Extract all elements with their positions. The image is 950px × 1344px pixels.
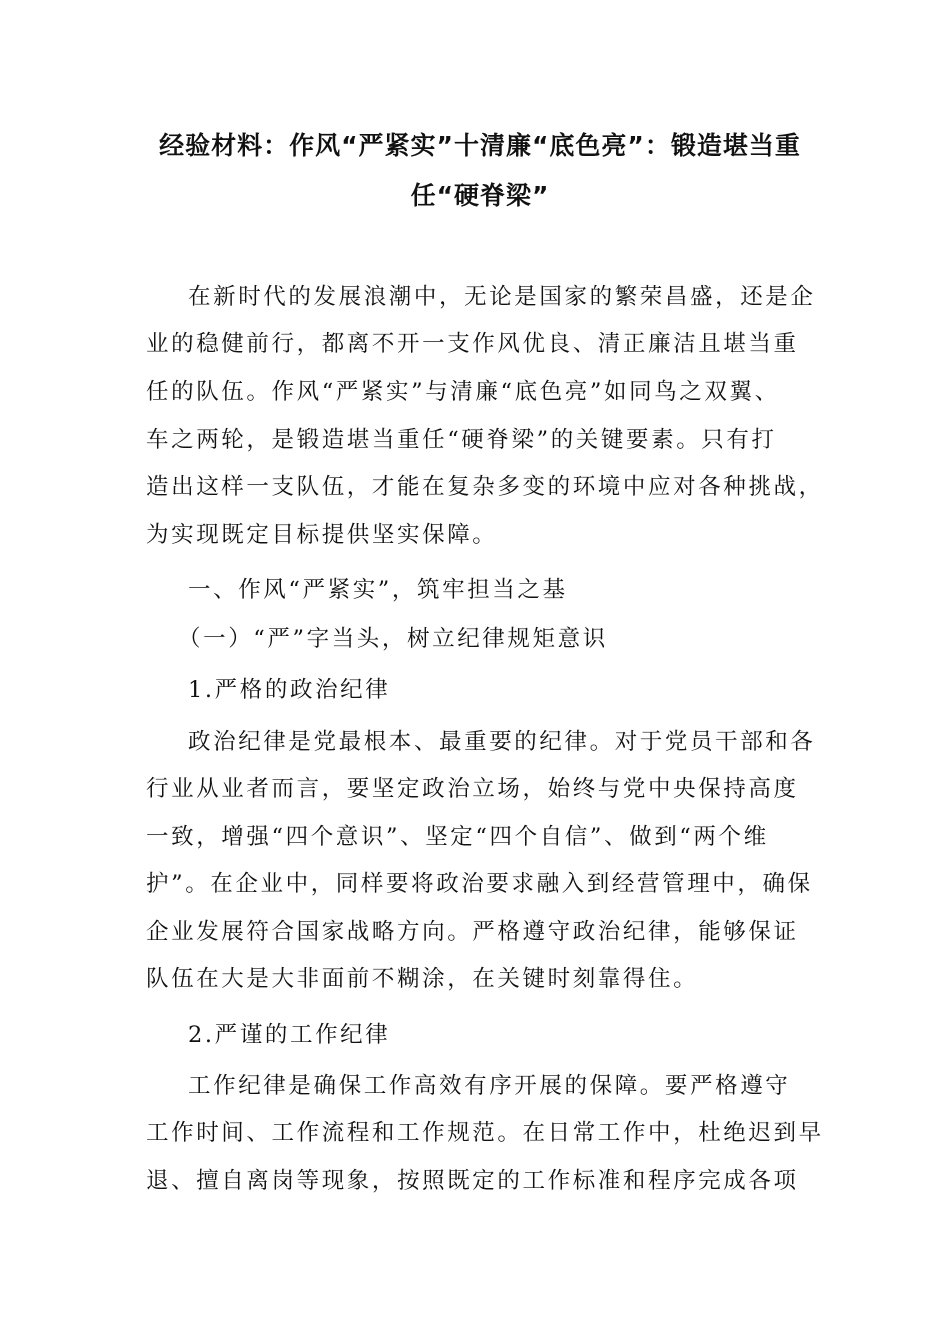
- subsection-heading: （一）“严”字当头，树立纪律规矩意识: [178, 626, 608, 652]
- paragraph-line: 车之两轮，是锻造堪当重任“硬脊梁”的关键要素。只有打: [146, 427, 777, 453]
- document-title-line-1: 经验材料：作风“严紧实”十清廉“底色亮”：锻造堪当重: [159, 131, 801, 160]
- paragraph-line: 工作纪律是确保工作高效有序开展的保障。要严格遵守: [188, 1073, 791, 1099]
- paragraph-line: 任的队伍。作风“严紧实”与清廉“底色亮”如同鸟之双翼、: [146, 379, 780, 405]
- document-title-line-2: 任“硬脊梁”: [410, 181, 550, 210]
- paragraph-line: 一致，增强“四个意识”、坚定“四个自信”、做到“两个维: [146, 824, 769, 850]
- paragraph-line: 退、擅自离岗等现象，按照既定的工作标准和程序完成各项: [146, 1168, 799, 1194]
- paragraph-line: 造出这样一支队伍，才能在复杂多变的环境中应对各种挑战，: [146, 474, 824, 500]
- paragraph-line: 政治纪律是党最根本、最重要的纪律。对于党员干部和各: [188, 729, 816, 755]
- item-heading: 2.严谨的工作纪律: [188, 1022, 391, 1048]
- section-heading: 一、作风“严紧实”，筑牢担当之基: [188, 577, 568, 603]
- paragraph-line: 工作时间、工作流程和工作规范。在日常工作中，杜绝迟到早: [146, 1120, 824, 1146]
- paragraph-line: 护”。在企业中，同样要将政治要求融入到经营管理中，确保: [146, 871, 813, 897]
- paragraph-line: 为实现既定目标提供坚实保障。: [146, 522, 498, 548]
- paragraph-line: 在新时代的发展浪潮中，无论是国家的繁荣昌盛，还是企: [188, 284, 816, 310]
- paragraph-line: 队伍在大是大非面前不糊涂，在关键时刻靠得住。: [146, 966, 699, 992]
- item-heading: 1.严格的政治纪律: [188, 677, 391, 703]
- paragraph-line: 企业发展符合国家战略方向。严格遵守政治纪律，能够保证: [146, 919, 799, 945]
- paragraph-line: 业的稳健前行，都离不开一支作风优良、清正廉洁且堪当重: [146, 331, 799, 357]
- paragraph-line: 行业从业者而言，要坚定政治立场，始终与党中央保持高度: [146, 776, 799, 802]
